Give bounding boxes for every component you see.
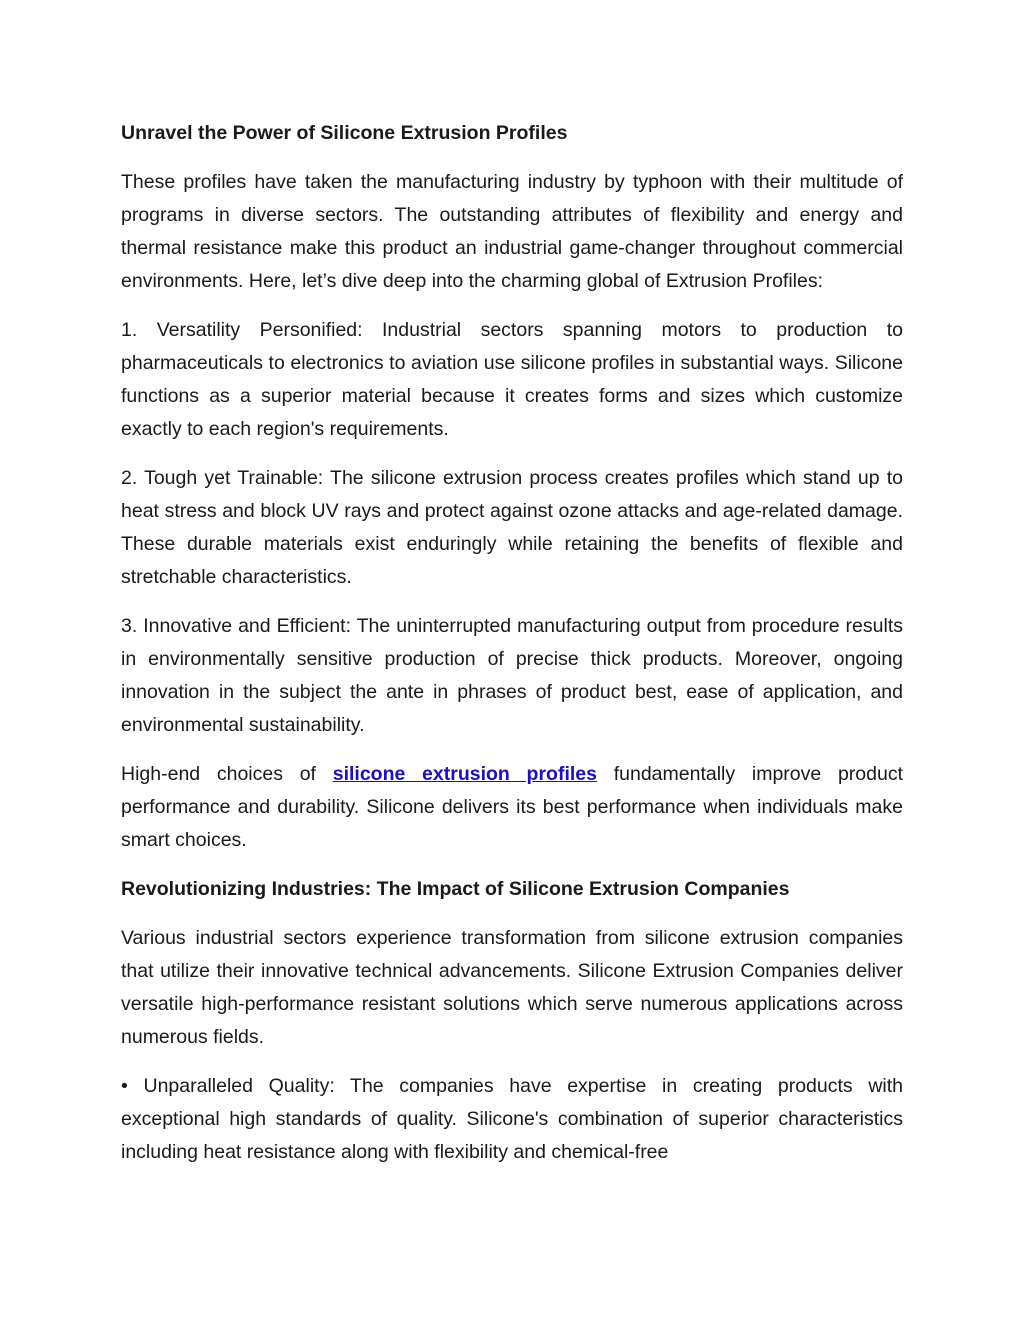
companies-intro-paragraph: Various industrial sectors experience transformation from silicone extrusion companies that utilize their innovative technical advancements. Silicone Extrusion Companies deliver versatile high-performance resistant solutions which serve numerous applications across numerous fields. (121, 927, 903, 1048)
closing-paragraph (121, 758, 903, 857)
section-heading-silicone-profiles: Unravel the Power of Silicone Extrusion Profiles (121, 122, 568, 144)
section-heading-revolutionizing: Revolutionizing Industries: The Impact of Silicone Extrusion Companies (121, 878, 790, 900)
point-innovative-efficient: 3. Innovative and Efficient: The uninterrupted manufacturing output from procedure results in environmentally sensitive production of precise thick products. Moreover, ongoing innovation in the subject the ante in phrases of product best, ease of application, and environmental sustainability. (121, 615, 903, 736)
closing-text-after: fundamentally improve product performance and durability. Silicone delivers its best performance when individuals make smart choices. (121, 763, 903, 851)
silicone-extrusion-profiles-link[interactable]: silicone extrusion profiles (332, 763, 597, 785)
document-page (121, 117, 903, 1185)
bullet-unparalleled-quality: • Unparalleled Quality: The companies have expertise in creating products with exceptional high standards of quality. Silicone's combination of superior characteristics including heat resistance along with flexibility and chemical-free (121, 1075, 903, 1163)
point-versatility: 1. Versatility Personified: Industrial sectors spanning motors to production to pharmaceuticals to electronics to aviation use silicone profiles in substantial ways. Silicone functions as a superior material because it creates forms and sizes which customize exactly to each region's requirements. (121, 319, 903, 440)
intro-paragraph: These profiles have taken the manufacturing industry by typhoon with their multitude of programs in diverse sectors. The outstanding attributes of flexibility and energy and thermal resistance make this product an industrial game-changer throughout commercial environments. Here, let’s dive deep into the charming global of Extrusion Profiles: (121, 171, 903, 292)
point-tough-trainable: 2. Tough yet Trainable: The silicone extrusion process creates profiles which stand up to heat stress and block UV rays and protect against ozone attacks and age-related damage. These durable materials exist enduringly while retaining the benefits of flexible and stretchable characteristics. (121, 467, 903, 588)
closing-text-before: High-end choices of (121, 763, 333, 785)
